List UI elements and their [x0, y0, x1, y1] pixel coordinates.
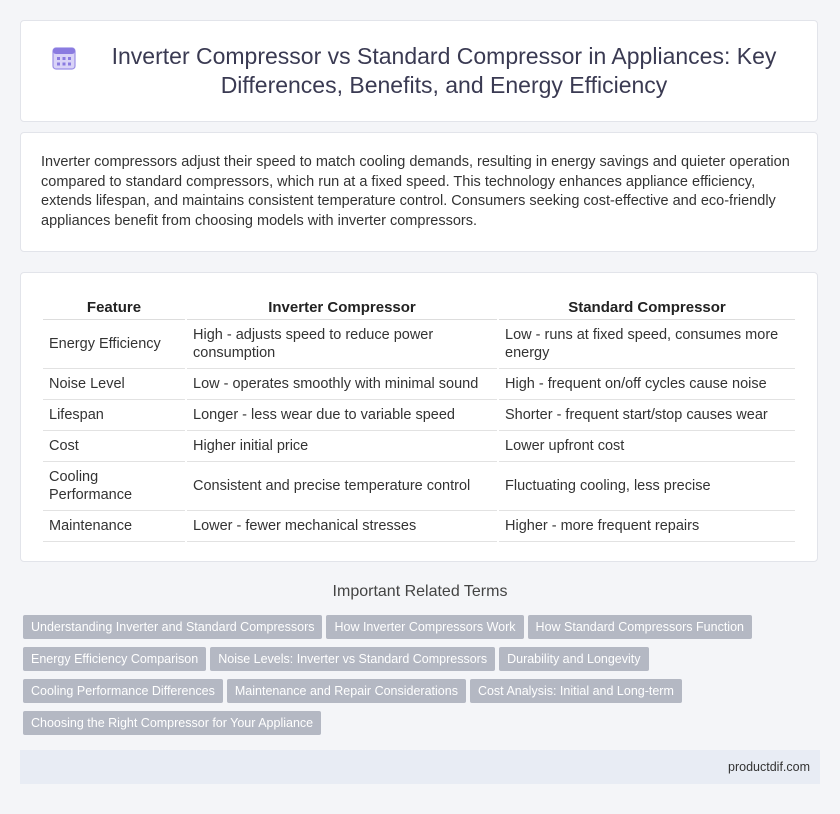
comparison-table-card — [20, 272, 818, 562]
intro-card — [20, 132, 818, 252]
term-tag[interactable]: Durability and Longevity — [499, 647, 648, 671]
term-tag[interactable]: Understanding Inverter and Standard Compressors — [23, 615, 322, 639]
comparison-table — [41, 295, 797, 542]
footer-site-link[interactable]: productdif.com — [728, 760, 810, 774]
term-tag[interactable]: Noise Levels: Inverter vs Standard Compressors — [210, 647, 495, 671]
table-cell: Higher - more frequent repairs — [499, 511, 795, 542]
intro-text: Inverter compressors adjust their speed to match cooling demands, resulting in energy savings and quieter operation compared to standard compressors, which run at a fixed speed. This technology enhances appliance efficiency, extends lifespan, and maintains consistent temperature control. Consumers seeking cost-effective and eco-friendly appliances benefit from choosing models with inverter compressors. — [41, 154, 790, 229]
term-tag[interactable]: How Standard Compressors Function — [528, 615, 752, 639]
table-cell: Lower upfront cost — [499, 431, 795, 462]
table-cell: High - frequent on/off cycles cause noise — [499, 369, 795, 400]
table-cell: Maintenance — [43, 511, 185, 542]
table-header-row — [43, 295, 795, 320]
calendar-icon — [51, 45, 77, 71]
table-cell: Consistent and precise temperature control — [187, 462, 497, 511]
table-cell: Shorter - frequent start/stop causes wear — [499, 400, 795, 431]
header-card — [20, 20, 818, 122]
table-cell: Fluctuating cooling, less precise — [499, 462, 795, 511]
table-row — [43, 400, 795, 431]
footer — [20, 750, 820, 784]
table-cell: Lower - fewer mechanical stresses — [187, 511, 497, 542]
table-row — [43, 462, 795, 511]
table-cell: Noise Level — [43, 369, 185, 400]
table-row — [43, 511, 795, 542]
table-cell: High - adjusts speed to reduce power consumption — [187, 320, 497, 369]
table-cell: Low - runs at fixed speed, consumes more energy — [499, 320, 795, 369]
related-terms-title: Important Related Terms — [332, 583, 508, 600]
page-title: Inverter Compressor vs Standard Compressor in Appliances: Key Differences, Benefits, and Energy Efficiency — [111, 43, 777, 98]
term-tag[interactable]: Maintenance and Repair Considerations — [227, 679, 466, 703]
table-cell: Energy Efficiency — [43, 320, 185, 369]
header-standard: Standard Compressor — [499, 295, 795, 320]
table-cell: Cooling Performance — [43, 462, 185, 511]
term-tag[interactable]: Energy Efficiency Comparison — [23, 647, 206, 671]
table-row — [43, 431, 795, 462]
term-tag[interactable]: Cost Analysis: Initial and Long-term — [470, 679, 682, 703]
table-cell: Longer - less wear due to variable speed — [187, 400, 497, 431]
term-tag[interactable]: Choosing the Right Compressor for Your Appliance — [23, 711, 321, 735]
table-cell: Low - operates smoothly with minimal sound — [187, 369, 497, 400]
table-cell: Lifespan — [43, 400, 185, 431]
table-row — [43, 369, 795, 400]
term-tag[interactable]: Cooling Performance Differences — [23, 679, 223, 703]
related-terms-tags — [23, 615, 803, 743]
term-tag[interactable]: How Inverter Compressors Work — [326, 615, 523, 639]
header-inverter: Inverter Compressor — [187, 295, 497, 320]
header-feature: Feature — [43, 295, 185, 320]
table-cell: Higher initial price — [187, 431, 497, 462]
table-row — [43, 320, 795, 369]
table-cell: Cost — [43, 431, 185, 462]
